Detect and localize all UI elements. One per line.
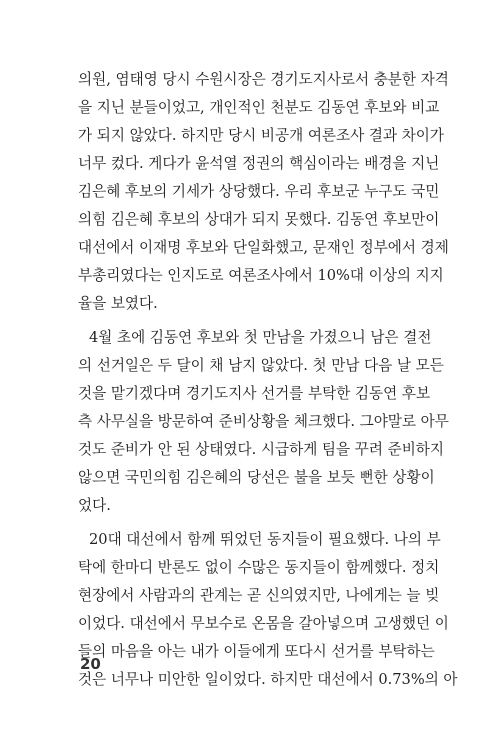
- body-text: [78, 66, 458, 694]
- text-line: 대선에서 이재명 후보와 단일화했고, 문재인 정부에서 경제: [78, 239, 449, 256]
- text-line: 들의 마음을 아는 내가 이들에게 또다시 선거를 부탁하는: [78, 643, 435, 660]
- text-line: 이었다. 대선에서 무보수로 온몸을 갈아넣으며 고생했던 이: [78, 615, 449, 632]
- text-line: 것을 맡기겠다며 경기도지사 선거를 부탁한 김동연 후보: [78, 385, 431, 402]
- text-line: 었다.: [78, 497, 111, 514]
- text-line: 현장에서 사람과의 관계는 곧 신의였지만, 나에게는 늘 빚: [78, 587, 440, 604]
- text-line: 을 지닌 분들이었고, 개인적인 천분도 김동연 후보와 비교: [78, 99, 440, 116]
- text-line: 4월 초에 김동연 후보와 첫 만남을 가졌으니 남은 결전: [89, 329, 432, 346]
- text-line: 너무 컸다. 게다가 윤석열 정권의 핵심이라는 배경을 지닌: [78, 155, 440, 172]
- paragraph: [78, 526, 458, 694]
- text-line: 율을 보였다.: [78, 295, 158, 312]
- text-line: 것은 너무나 미안한 일이었다. 하지만 대선에서 0.73%의 아: [78, 671, 458, 688]
- text-line: 탁에 한마디 반론도 없이 수많은 동지들이 함께했다. 정치: [78, 559, 440, 576]
- paragraph: [78, 324, 449, 520]
- text-line: 의원, 염태영 당시 수원시장은 경기도지사로서 충분한 자격: [78, 71, 449, 88]
- text-line: 의 선거일은 두 달이 채 남지 않았다. 첫 만남 다음 날 모든: [78, 357, 444, 374]
- paragraph: [78, 66, 449, 318]
- page-number: 20: [80, 655, 101, 673]
- text-line: 가 되지 않았다. 하지만 당시 비공개 여론조사 결과 차이가: [78, 127, 444, 144]
- text-line: 20대 대선에서 함께 뛰었던 동지들이 필요했다. 나의 부: [89, 531, 441, 548]
- text-line: 것도 준비가 안 된 상태였다. 시급하게 팀을 꾸려 준비하지: [78, 441, 444, 458]
- text-line: 측 사무실을 방문하여 준비상황을 체크했다. 그야말로 아무: [78, 413, 449, 430]
- text-line: 김은혜 후보의 기세가 상당했다. 우리 후보군 누구도 국민: [78, 183, 440, 200]
- text-line: 않으면 국민의힘 김은혜의 당선은 불을 보듯 뻔한 상황이: [78, 469, 435, 486]
- text-line: 의힘 김은혜 후보의 상대가 되지 못했다. 김동연 후보만이: [78, 211, 440, 228]
- text-line: 부총리였다는 인지도로 여론조사에서 10%대 이상의 지지: [78, 267, 444, 284]
